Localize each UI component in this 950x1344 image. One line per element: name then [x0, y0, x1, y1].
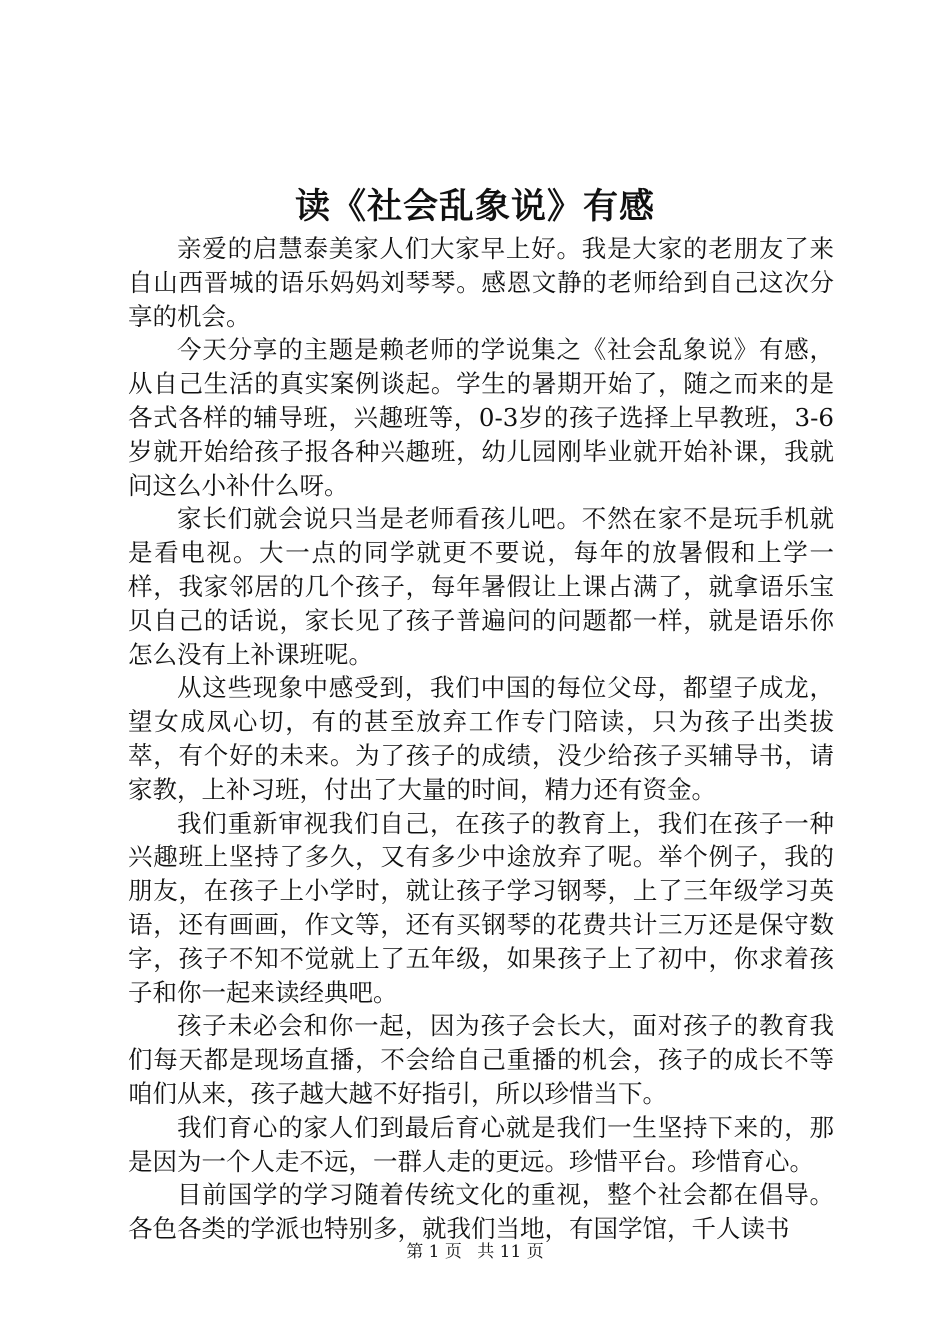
- paragraph-7: 我们育心的家人们到最后育心就是我们一生坚持下来的，那是因为一个人走不远，一群人走的更远。珍惜平台。珍惜育心。: [128, 1112, 834, 1176]
- paragraph-2: 今天分享的主题是赖老师的学说集之《社会乱象说》有感，从自己生活的真实案例谈起。学生的暑期开始了，随之而来的是各式各样的辅导班，兴趣班等，0-3岁的孩子选择上早教班，3-6岁就开始给孩子报各种兴趣班，幼儿园刚毕业就开始补课，我就问这么小补什么呀。: [128, 335, 834, 500]
- paragraph-3: 家长们就会说只当是老师看孩儿吧。不然在家不是玩手机就是看电视。大一点的同学就更不要说，每年的放暑假和上学一样，我家邻居的几个孩子，每年暑假让上课占满了，就拿语乐宝贝自己的话说，家长见了孩子普遍问的问题都一样，就是语乐你怎么没有上补课班呢。: [128, 504, 834, 669]
- paragraph-5: 我们重新审视我们自己，在孩子的教育上，我们在孩子一种兴趣班上坚持了多久，又有多少中途放弃了呢。举个例子，我的朋友，在孩子上小学时，就让孩子学习钢琴，上了三年级学习英语，还有画画，作文等，还有买钢琴的花费共计三万还是保守数字，孩子不知不觉就上了五年级，如果孩子上了初中，你求着孩子和你一起来读经典吧。: [128, 808, 834, 1007]
- paragraph-4: 从这些现象中感受到，我们中国的每位父母，都望子成龙，望女成凤心切，有的甚至放弃工作专门陪读，只为孩子出类拔萃，有个好的未来。为了孩子的成绩，没少给孩子买辅导书，请家教，上补习班，付出了大量的时间，精力还有资金。: [128, 673, 834, 804]
- paragraph-8: 目前国学的学习随着传统文化的重视，整个社会都在倡导。各色各类的学派也特别多，就我们当地，有国学馆，千人读书: [128, 1180, 834, 1244]
- paragraph-6: 孩子未必会和你一起，因为孩子会长大，面对孩子的教育我们每天都是现场直播，不会给自己重播的机会，孩子的成长不等咱们从来，孩子越大越不好指引，所以珍惜当下。: [128, 1011, 834, 1108]
- page-number: 第 1 页: [406, 1242, 462, 1262]
- document-body: [128, 232, 834, 1246]
- page-total: 共 11 页: [477, 1242, 544, 1262]
- document-title: 读《社会乱象说》有感: [294, 186, 655, 227]
- paragraph-1: 亲爱的启慧泰美家人们大家早上好。我是大家的老朋友了来自山西晋城的语乐妈妈刘琴琴。感恩文静的老师给到自己这次分享的机会。: [128, 234, 834, 331]
- page-footer: [0, 1240, 950, 1264]
